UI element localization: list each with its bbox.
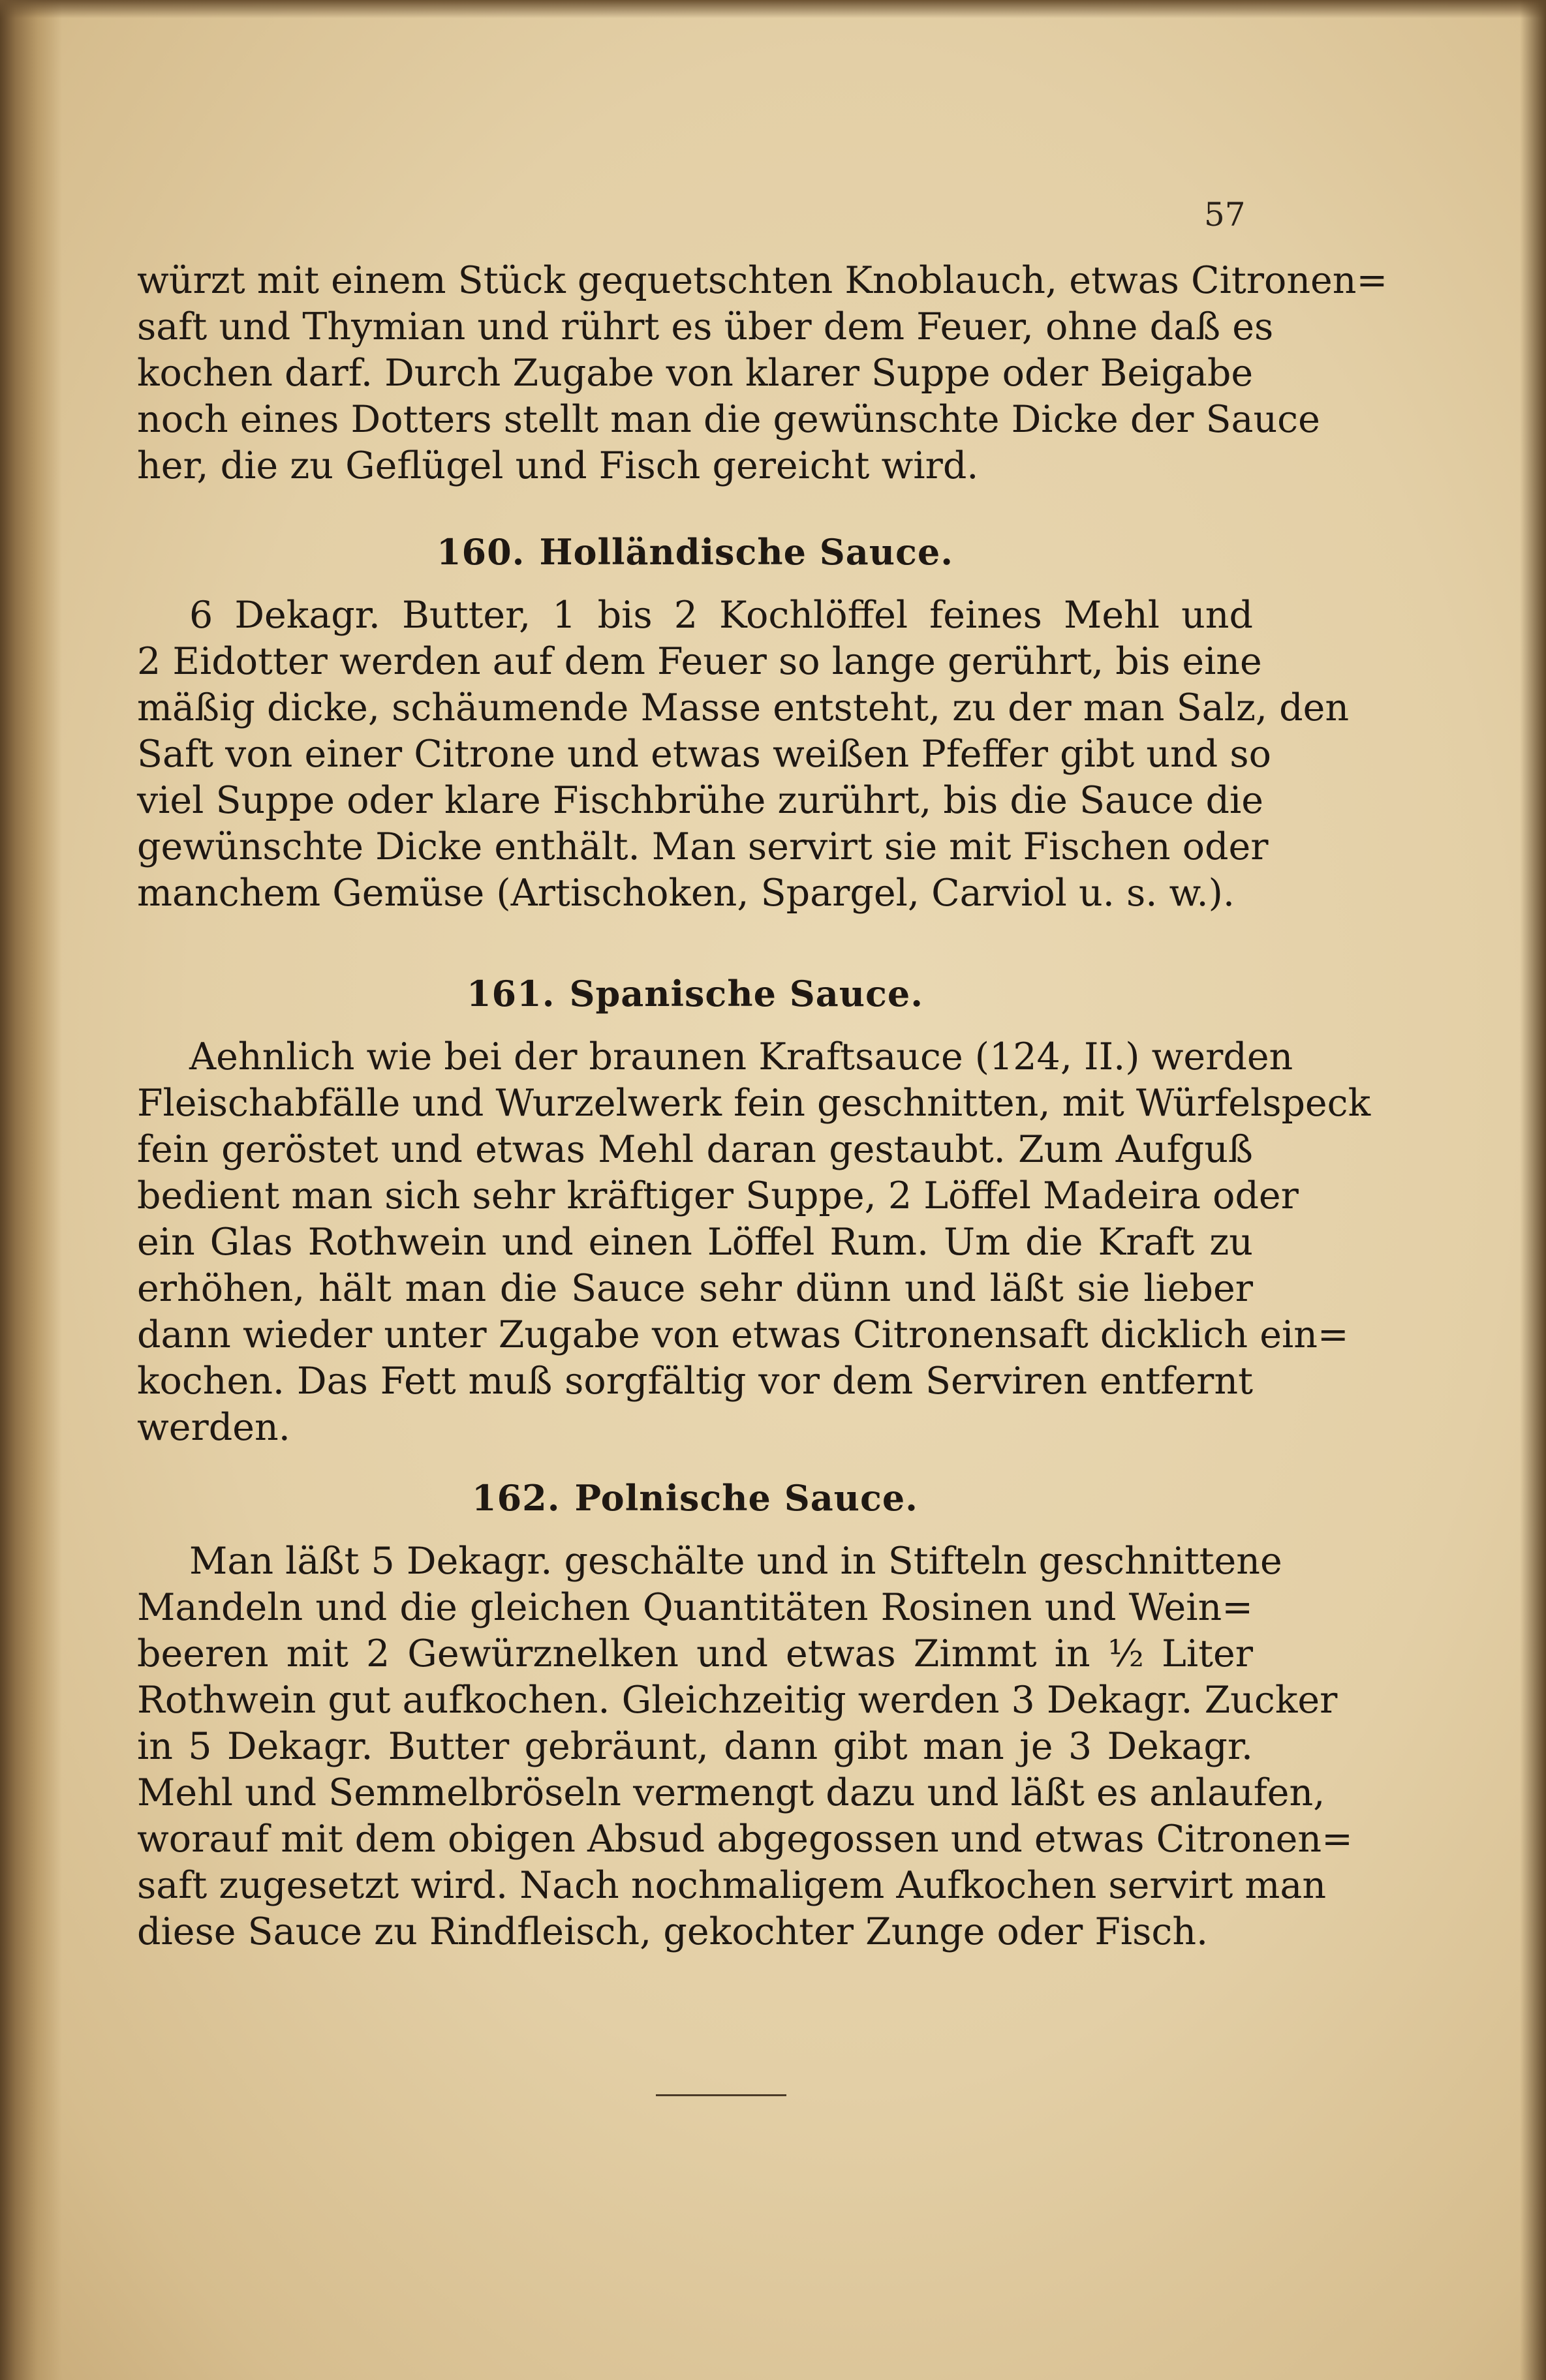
text-line: viel Suppe oder klare Fischbrühe zurührt, bis die Sauce die [137, 779, 1263, 822]
section-number: 161. [466, 973, 555, 1015]
text-line: Rothwein gut aufkochen. Gleichzeitig werden 3 Dekagr. Zucker [137, 1679, 1338, 1722]
text-line: Mandeln und die gleichen Quantitäten Rosinen und Wein= [137, 1586, 1253, 1629]
section-number: 162. [472, 1477, 561, 1519]
text-line: Mehl und Semmelbröseln vermengt dazu und läßt es anlaufen, [137, 1771, 1325, 1814]
text-line: Aehnlich wie bei der braunen Kraftsauce (124, II.) werden [189, 1035, 1293, 1078]
intro-paragraph [137, 258, 1388, 489]
text-line: 2 Eidotter werden auf dem Feuer so lange gerührt, bis eine [137, 640, 1262, 683]
text-line: bedient man sich sehr kräftiger Suppe, 2 Löffel Madeira oder [137, 1174, 1299, 1217]
section-title: Polnische Sauce. [574, 1477, 918, 1519]
text-line: kochen. Das Fett muß sorgfältig vor dem Serviren entfernt [137, 1360, 1253, 1403]
right-edge-shadow [1520, 0, 1546, 2380]
section-title: Spanische Sauce. [569, 973, 924, 1015]
text-line: saft zugesetzt wird. Nach nochmaligem Aufkochen servirt man [137, 1864, 1327, 1907]
text-line: kochen darf. Durch Zugabe von klarer Suppe oder Beigabe [137, 352, 1254, 395]
text-line: Fleischabfälle und Wurzelwerk fein geschnitten, mit Würfelspeck [137, 1082, 1371, 1125]
text-line: noch eines Dotters stellt man die gewünschte Dicke der Sauce [137, 398, 1320, 441]
section-heading-161 [137, 973, 1253, 1015]
end-rule [656, 2094, 786, 2096]
section-paragraph-161 [137, 1034, 1371, 1451]
text-line: in 5 Dekagr. Butter gebräunt, dann gibt man je 3 Dekagr. [137, 1725, 1253, 1768]
text-line: werden. [137, 1406, 290, 1449]
spine-shadow [0, 0, 62, 2380]
text-line: manchem Gemüse (Artischoken, Spargel, Carviol u. s. w.). [137, 872, 1235, 915]
text-line: würzt mit einem Stück gequetschten Knoblauch, etwas Citronen= [137, 259, 1388, 302]
text-line: erhöhen, hält man die Sauce sehr dünn und läßt sie lieber [137, 1267, 1253, 1310]
text-line: beeren mit 2 Gewürznelken und etwas Zimmt in ½ Liter [137, 1632, 1253, 1675]
text-block [137, 258, 1388, 1955]
section-heading-160 [137, 531, 1253, 573]
text-line: Saft von einer Citrone und etwas weißen Pfeffer gibt und so [137, 733, 1271, 776]
text-line: Man läßt 5 Dekagr. geschälte und in Stifteln geschnittene [189, 1540, 1282, 1583]
text-line: gewünschte Dicke enthält. Man servirt sie mit Fischen oder [137, 825, 1269, 868]
text-line: saft und Thymian und rührt es über dem Feuer, ohne daß es [137, 305, 1274, 348]
section-paragraph-160 [137, 592, 1350, 917]
text-line: diese Sauce zu Rindfleisch, gekochter Zunge oder Fisch. [137, 1910, 1209, 1953]
text-line: fein geröstet und etwas Mehl daran gestaubt. Zum Aufguß [137, 1128, 1253, 1171]
page-number: 57 [1204, 196, 1246, 234]
text-line: her, die zu Geflügel und Fisch gereicht wird. [137, 444, 979, 487]
section-number: 160. [436, 531, 525, 573]
text-line: dann wieder unter Zugabe von etwas Citronensaft dicklich ein= [137, 1313, 1349, 1356]
section-title: Holländische Sauce. [539, 531, 954, 573]
text-line: ein Glas Rothwein und einen Löffel Rum. Um die Kraft zu [137, 1221, 1253, 1264]
text-line: mäßig dicke, schäumende Masse entsteht, zu der man Salz, den [137, 686, 1350, 729]
text-line: 6 Dekagr. Butter, 1 bis 2 Kochlöffel feines Mehl und [189, 594, 1253, 637]
text-line: worauf mit dem obigen Absud abgegossen und etwas Citronen= [137, 1818, 1353, 1861]
section-heading-162 [137, 1477, 1253, 1519]
top-edge-shadow [0, 0, 1546, 18]
section-paragraph-162 [137, 1538, 1353, 1955]
